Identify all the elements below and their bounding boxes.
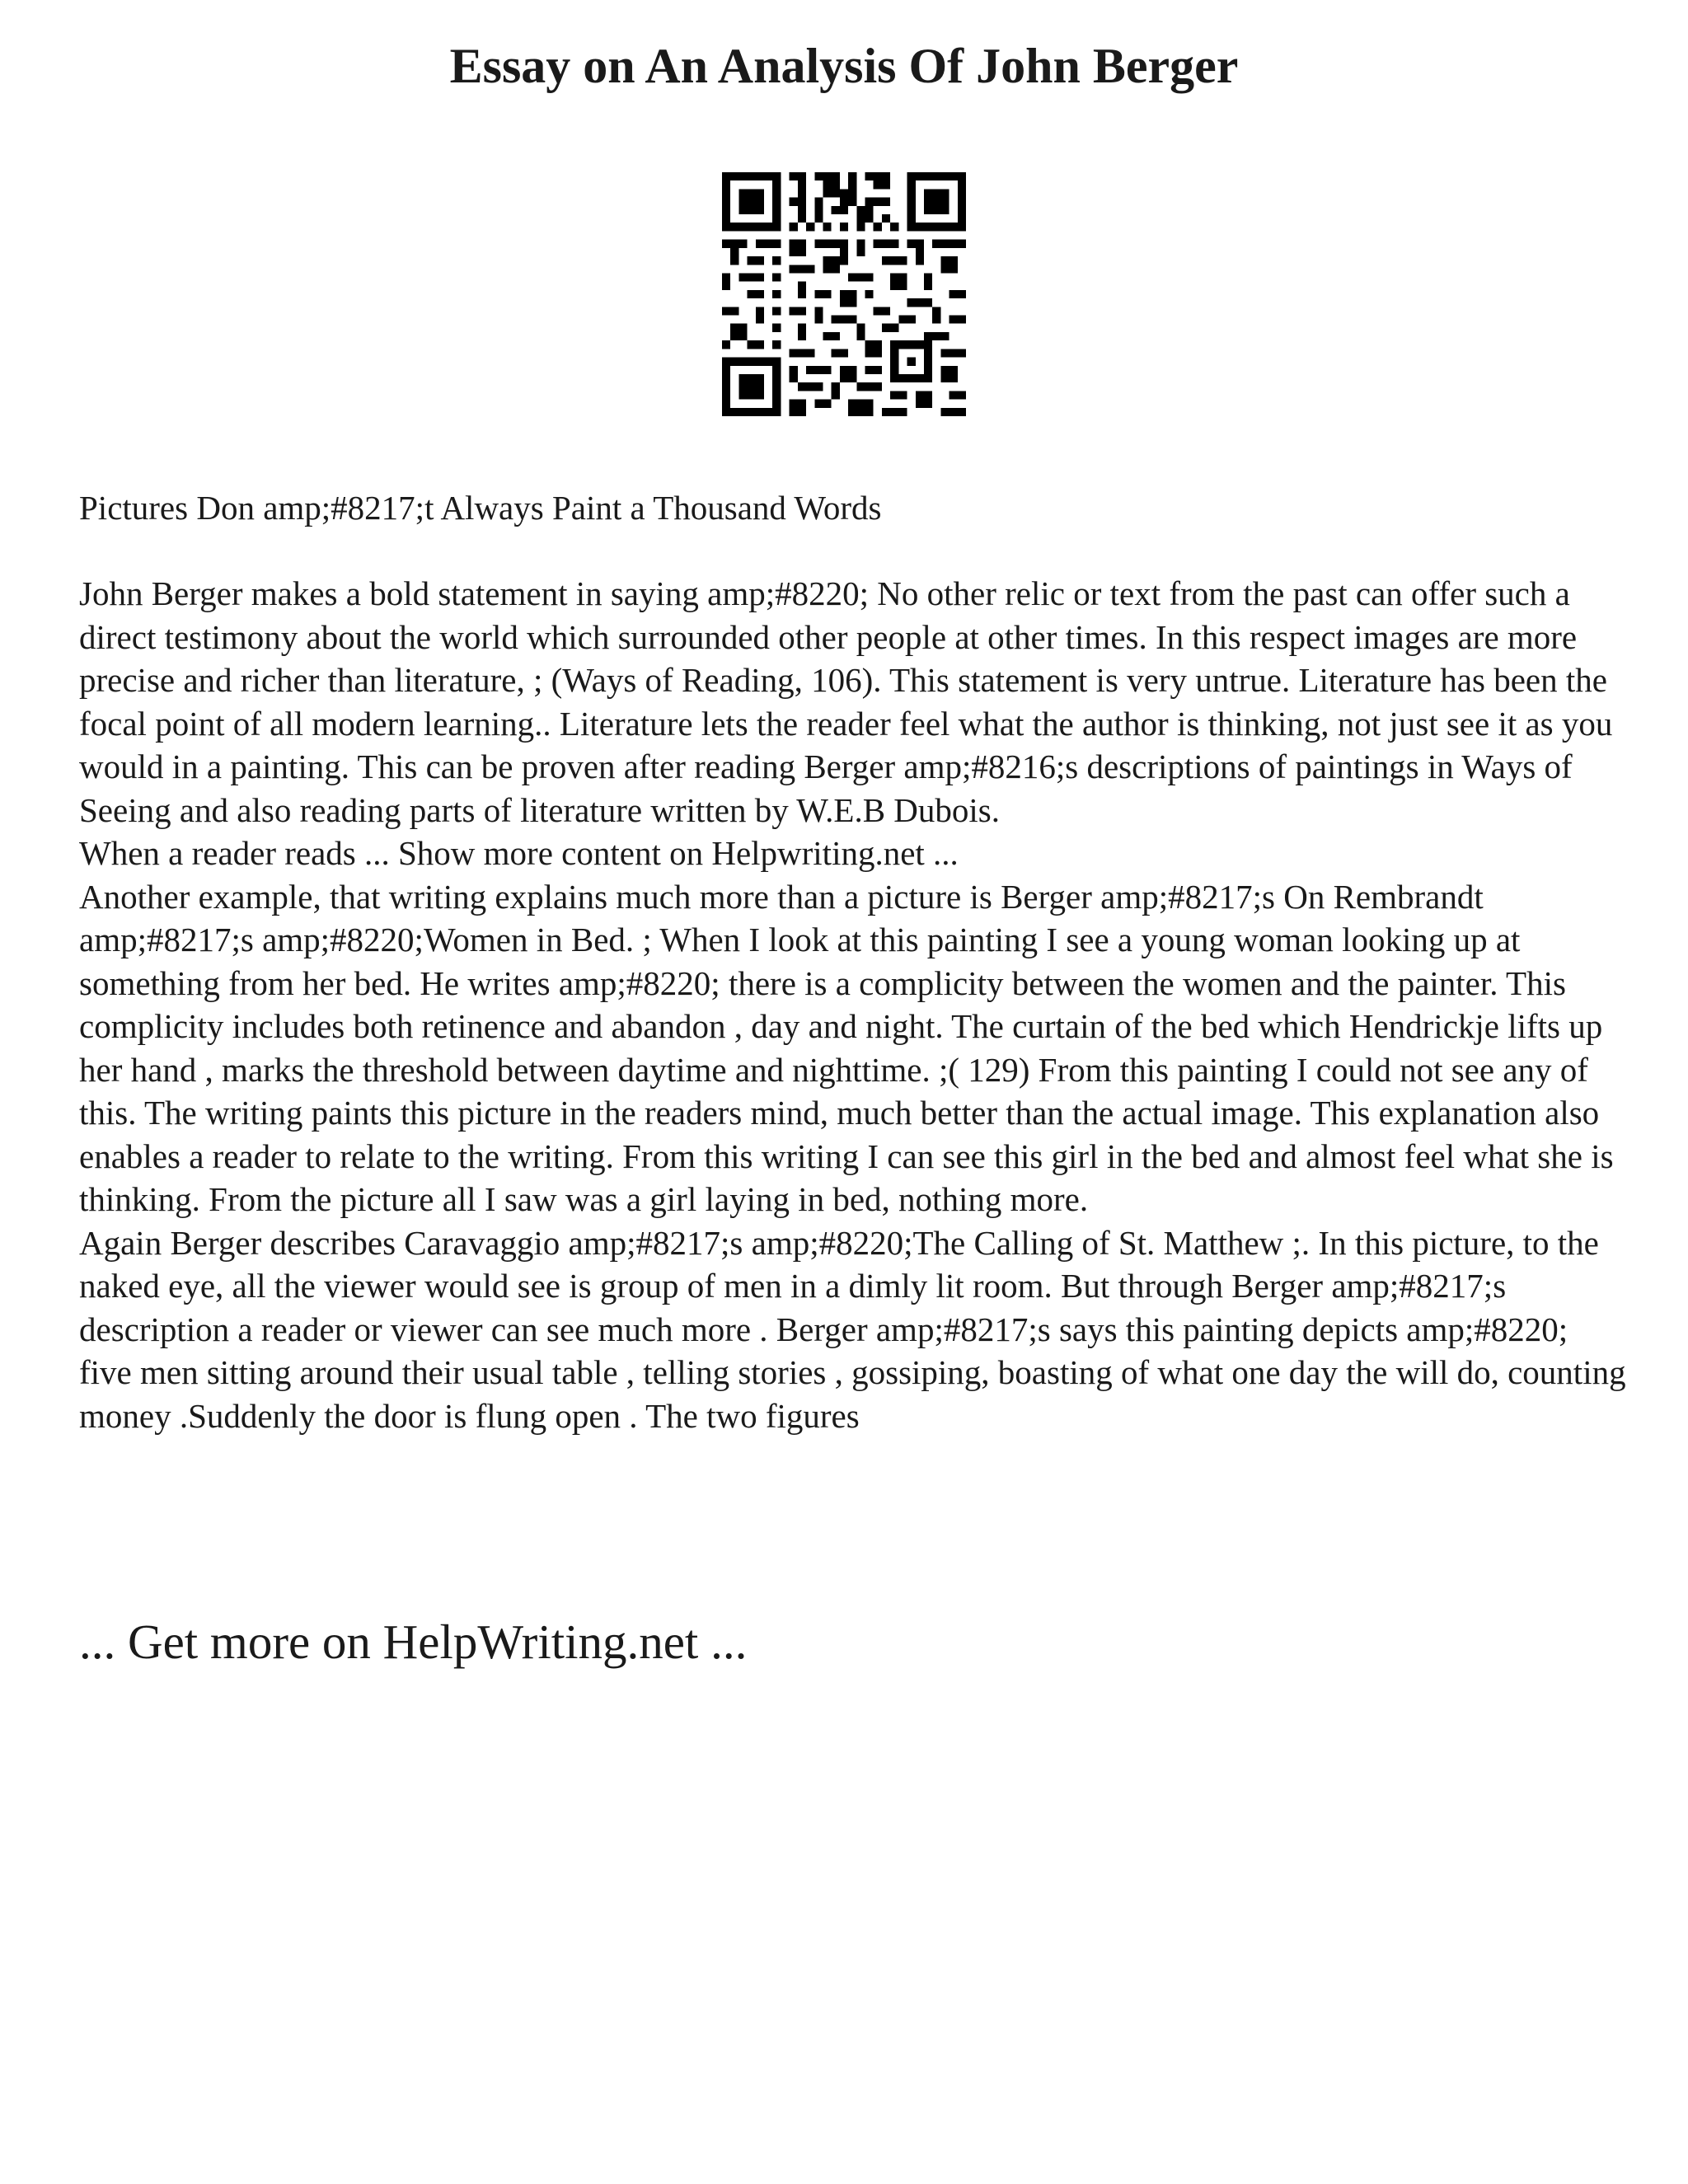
qr-code-graphic [722,172,966,416]
page-title: Essay on An Analysis Of John Berger [449,39,1239,93]
qr-code-icon[interactable] [722,172,966,416]
essay-subtitle: Pictures Don amp;#8217;t Always Paint a Thousand Words [79,489,882,527]
paragraph: John Berger makes a bold statement in saying amp;#8220; No other relic or text from the past can offer such a direct testimony about the world which surrounded other people at other times. In this respect images are more precise and richer than literature, ; (Ways of Reading, 106). This statement is very untrue. Literature has been the focal point of all modern learning.. Literature lets the reader feel what the author is thinking, not just see it as you would in a painting. This can be proven after reading Berger amp;#8216;s descriptions of paintings in Ways of Seeing and also reading parts of literature written by W.E.B Dubois. [79,574,1613,829]
get-more-link[interactable]: ... Get more on HelpWriting.net ... [79,1615,748,1669]
show-more-link[interactable]: When a reader reads ... Show more content on Helpwriting.net ... [79,834,959,872]
paragraph: Again Berger describes Caravaggio amp;#8217;s amp;#8220;The Calling of St. Matthew ;. In this picture, to the naked eye, all the viewer would see is group of men in a dimly lit room. But through Berger amp;#8217;s description a reader or viewer can see much more . Berger amp;#8217;s says this painting depicts amp;#8220; five men sitting around their usual table , telling stories , gossiping, boasting of what one day the will do, counting money .Suddenly the door is flung open . The two figures [79,1223,1626,1435]
paragraph: Another example, that writing explains much more than a picture is Berger amp;#8217;s On Rembrandt amp;#8217;s amp;#8220;Women in Bed. ; When I look at this painting I see a young woman looking up at something from her bed. He writes amp;#8220; there is a complicity between the women and the painter. This complicity includes both retinence and abandon , day and night. The curtain of the bed which Hendrickje lifts up her hand , marks the threshold between daytime and nighttime. ;( 129) From this painting I could not see any of this. The writing paints this picture in the readers mind, much better than the actual image. This explanation also enables a reader to relate to the writing. From this writing I can see this girl in the bed and almost feel what she is thinking. From the picture all I saw was a girl laying in bed, nothing more. [79,877,1614,1218]
essay-body [79,572,1629,1437]
